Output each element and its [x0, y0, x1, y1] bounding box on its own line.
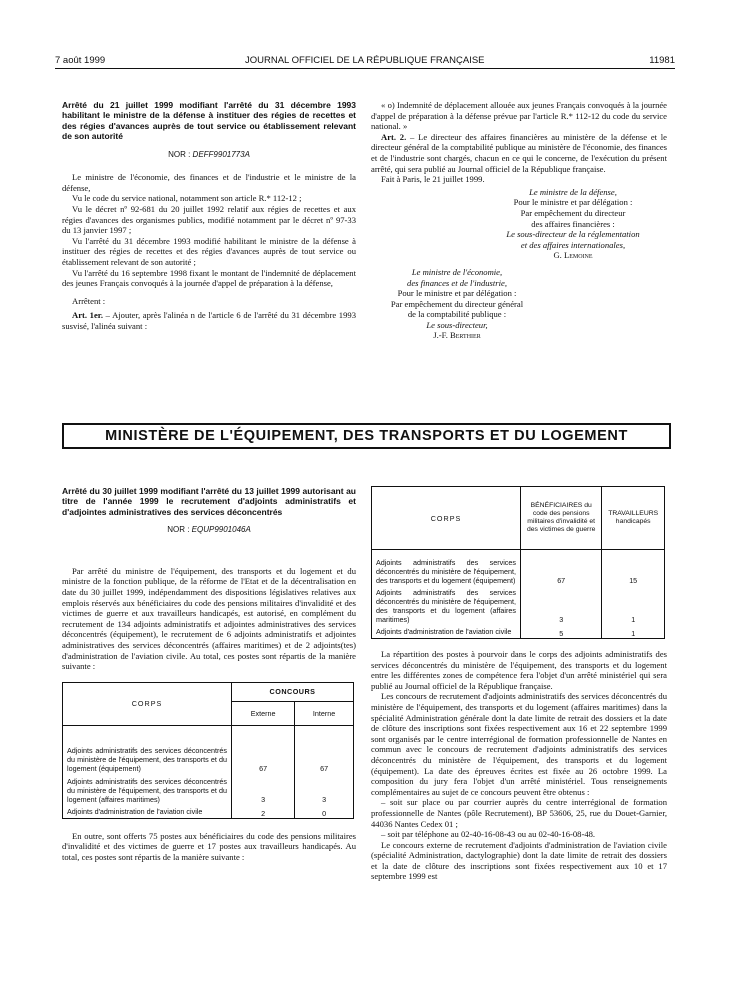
defense-para-2: Vu le code du service national, notamment son article R.* 112-12 ; — [72, 193, 302, 204]
table-row: Adjoints administratifs des services déconcentrés du ministère de l'équipement, des transports et du logement (équipement) 67 15 — [372, 550, 665, 586]
page-header — [55, 55, 675, 69]
table-row: Adjoints d'administration de l'aviation civile 2 0 — [63, 804, 354, 819]
defense-quote: « o) Indemnité de déplacement allouée aux jeunes Français convoqués à la journée d'appel de préparation à la défense prévue par l'article R.* 112-12 du code du service national. » — [371, 100, 667, 132]
defense-right-column — [371, 100, 667, 341]
header-date: 7 août 1999 — [55, 55, 106, 66]
equipement-bullet-1: – soit sur place ou par courrier auprès du centre interrégional de formation professionnelle de Nantes (pôle Recrutement), BP 53606, 25, rue du Douet-Garnier, 44036 Nantes Cedex 01 ; — [371, 797, 667, 829]
table-row: Adjoints d'administration de l'aviation civile 5 1 — [372, 624, 665, 639]
table-row: Adjoints administratifs des services déconcentrés du ministère de l'équipement, des transports et du logement (affaires maritimes) 3 1 — [372, 585, 665, 624]
table-row: Adjoints administratifs des services déconcentrés du ministère de l'équipement, des transports et du logement (affaires maritimes) 3 3 — [63, 773, 354, 804]
defense-para-5: Vu l'arrêté du 16 septembre 1998 fixant le montant de l'indemnité de déplacement des jeunes Français convoqués à la journée d'appel de préparation à la défense, — [62, 267, 356, 289]
table-row: Adjoints administratifs des services déconcentrés du ministère de l'équipement, des transports et du logement (équipement) 67 67 — [63, 725, 354, 773]
equipement-right-column — [371, 486, 667, 882]
defense-nor: NOR : DEFF9901773A — [168, 149, 250, 159]
equipement-nor: NOR : EQUP9901046A — [167, 525, 251, 535]
signature-defense: Le ministre de la défense, Pour le ministre et par délégation : Par empêchement du directeur des affaires financières : Le sous-directeur de la réglementation et des affaires internationales, G. Lemoine — [506, 186, 640, 261]
equipement-title: Arrêté du 30 juillet 1999 modifiant l'arrêté du 13 juillet 1999 autorisant au titre de l'année 1999 le recrutement d'adjoints administratifs et d'adjointes administratives des services déconcentrés — [62, 486, 356, 517]
equipement-para-1: Par arrêté du ministre de l'équipement, des transports et du logement et du ministre de la fonction publique, de la réforme de l'Etat et de la décentralisation en date du 30 juillet 1999, indépendamment des dispositions législatives relatives aux emplois réservés aux bénéficiaires du code des pensions militaires d'invalidité et des victimes de guerre et aux travailleurs handicapés, est autorisé, en complément du recrutement de 134 adjoints administratifs et adjointes administratives des services déconcentrés (équipement), le recrutement de 6 adjoints administratifs et adjointes administratives des services déconcentrés (affaires maritimes) et de 2 adjoints(tes) d'administration de l'aviation civile. Au total, ces postes sont répartis de la manière suivante : — [62, 565, 356, 672]
equipement-para-5: Le concours externe de recrutement d'adjoints d'administration de l'aviation civile (spécialité Administration, dactylographie) dont la date limite de retrait des dossiers et la date de clôture des inscriptions sont fixées respectivement aux 10 et 17 septembre 1999 est — [371, 839, 667, 882]
header-journal: JOURNAL OFFICIEL DE LA RÉPUBLIQUE FRANÇAISE — [245, 55, 485, 66]
benef-header-travailleurs: TRAVAILLEURS handicapés — [602, 487, 665, 550]
signature-economie: Le ministre de l'économie, des finances et de l'industrie, Pour le ministre et par délégation : Par empêchement du directeur général de la comptabilité publique : Le sous-directeur, J.-F. Berthier — [390, 266, 524, 341]
equipement-para-4: Les concours de recrutement d'adjoints administratifs des services déconcentrés du ministère de l'équipement, des transports et du logement (affaires maritimes) dans la spécialité Administration générale dont la date limite de retrait des dossiers et la date de clôture des inscriptions sont fixées respectivement aux 16 et 22 septembre 1999 sont organisés par le centre interrégional de formation professionnelle de Nantes en commun avec le concours de recrutement d'adjoints administratifs des services déconcentrés du ministère de l'équipement, des transports et du logement (équipement). La date des épreuves écrites est fixée au 26 octobre 1999. La composition du jury fera l'objet d'un arrêté ministériel. Tous renseignements complémentaires au sujet de ce concours peuvent être obtenus : — [371, 691, 667, 797]
concours-header-externe: Externe — [232, 702, 295, 726]
defense-title: Arrêté du 21 juillet 1999 modifiant l'arrêté du 31 décembre 1993 habilitant le ministre de la défense à instituer des régies de recettes et des régies d'avances auprès de tout service ou établissement relevant de son autorité — [62, 100, 356, 142]
defense-left-column — [62, 100, 356, 332]
concours-table — [62, 682, 354, 819]
equipement-left-column — [62, 486, 356, 863]
concours-header-corps: CORPS — [63, 682, 232, 725]
concours-header-interne: Interne — [295, 702, 354, 726]
equipement-nor-code: EQUP9901046A — [191, 525, 251, 535]
defense-article-1: Art. 1er. – Ajouter, après l'alinéa n de l'article 6 de l'arrêté du 31 décembre 1993 susvisé, l'alinéa suivant : — [62, 310, 356, 331]
header-page-number: 11981 — [649, 55, 675, 66]
defense-para-1: Le ministre de l'économie, des finances et de l'industrie et le ministre de la défense, — [62, 172, 356, 193]
beneficiaires-table — [371, 486, 665, 639]
defense-arretent: Arrêtent : — [72, 295, 106, 306]
equipement-para-3: La répartition des postes à pourvoir dans le corps des adjoints administratifs des services déconcentrés du ministère de l'équipement, des transports et du logement entre les différentes zones de compétence fera l'objet d'un arrêté ministériel qui sera publié au Journal officiel de la République française. — [371, 649, 667, 691]
equipement-para-2: En outre, sont offerts 75 postes aux bénéficiaires du code des pensions militaires d'invalidité et des victimes de guerre et 17 postes aux travailleurs handicapés. Au total, ces postes sont répartis de la manière suivante : — [62, 830, 356, 862]
defense-para-3: Vu le décret nº 92-681 du 20 juillet 1992 relatif aux régies de recettes et aux régies d'avances des organismes publics, modifié notamment par le décret nº 97-33 du 13 janvier 1997 ; — [62, 204, 356, 236]
equipement-bullet-2: – soit par téléphone au 02-40-16-08-43 ou au 02-40-16-08-48. — [381, 829, 596, 840]
defense-nor-code: DEFF9901773A — [192, 149, 250, 159]
defense-fait: Fait à Paris, le 21 juillet 1999. — [381, 174, 485, 185]
concours-header-concours: CONCOURS — [232, 682, 354, 701]
benef-header-beneficiaires: BÉNÉFICIAIRES du code des pensions militaires d'invalidité et des victimes de guerre — [521, 487, 602, 550]
defense-article-2: Art. 2. – Le directeur des affaires financières au ministère de la défense et le directeur général de la comptabilité publique au ministère de l'économie, des finances et de l'industrie sont chargés, chacun en ce qui le concerne, de l'exécution du présent arrêté, qui sera publié au Journal officiel de la République française. — [371, 131, 667, 174]
benef-header-corps: CORPS — [372, 487, 521, 550]
ministry-banner: MINISTÈRE DE L'ÉQUIPEMENT, DES TRANSPORTS ET DU LOGEMENT — [62, 423, 671, 449]
defense-para-4: Vu l'arrêté du 31 décembre 1993 modifié habilitant le ministre de la défense à instituer des régies de recettes et des régies d'avances auprès de tout service ou établissement relevant de son autorité ; — [62, 235, 356, 267]
header-rule — [55, 68, 675, 69]
